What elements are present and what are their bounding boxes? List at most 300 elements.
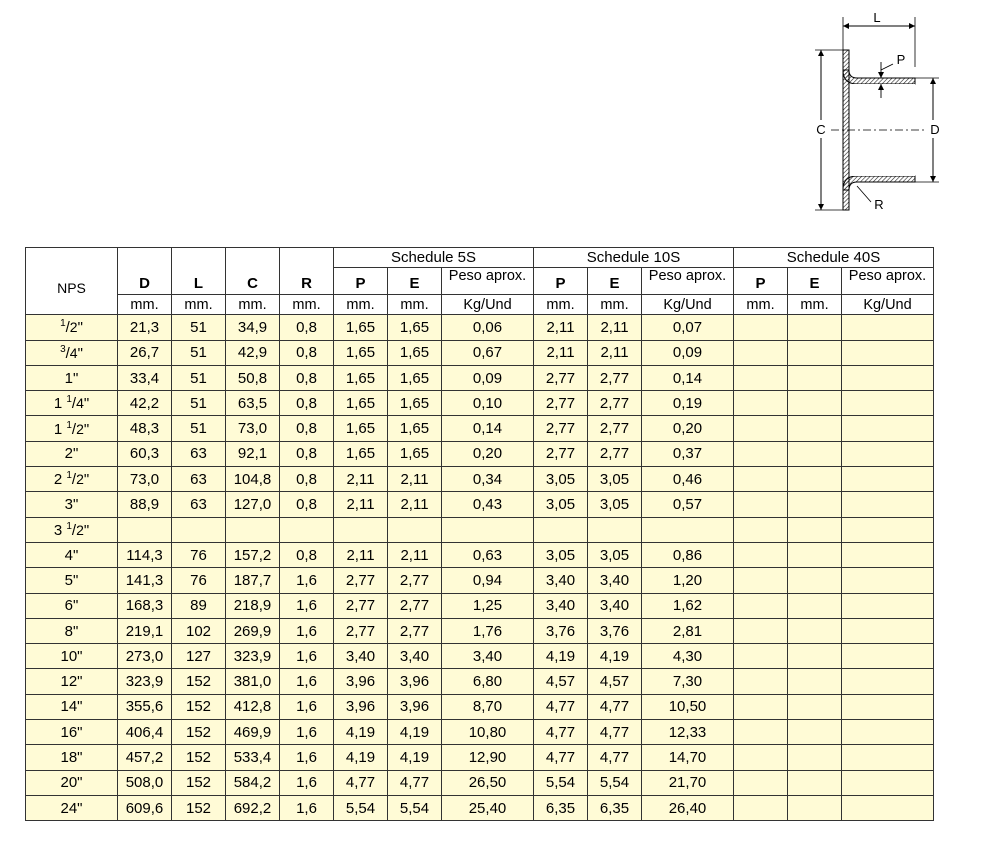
cell-s40-peso [842, 441, 934, 466]
cell-nps: $^1$/2" [26, 315, 118, 340]
header-L: L [172, 248, 226, 295]
unit-40s-peso: Kg/Und [842, 295, 934, 315]
cell-s40-peso [842, 542, 934, 567]
cell-s40-peso [842, 745, 934, 770]
cell-s40-E [788, 644, 842, 669]
header-40s-E: E [788, 268, 842, 295]
cell-s40-peso [842, 770, 934, 795]
cell-s10-peso: 1,20 [642, 568, 734, 593]
cell-D: 60,3 [118, 441, 172, 466]
nps-whole: 8" [64, 622, 79, 640]
cell-L [172, 517, 226, 542]
cell-s10-peso: 7,30 [642, 669, 734, 694]
cell-nps [26, 745, 118, 770]
header-5s-E: E [388, 268, 442, 295]
nps-whole: 2" [64, 445, 79, 463]
unit-40s-P: mm. [734, 295, 788, 315]
cell-nps [26, 593, 118, 618]
unit-D: mm. [118, 295, 172, 315]
cell-R: 0,8 [280, 340, 334, 365]
cell-s40-E [788, 568, 842, 593]
cell-s10-E: 5,54 [588, 770, 642, 795]
cell-s5-P: 4,19 [334, 745, 388, 770]
cell-s10-P: 3,40 [534, 568, 588, 593]
cell-s10-peso: 1,62 [642, 593, 734, 618]
cell-s40-P [734, 542, 788, 567]
cell-s40-E [788, 365, 842, 390]
cell-s10-peso: 10,50 [642, 694, 734, 719]
cell-s10-P: 3,05 [534, 542, 588, 567]
table-row [26, 340, 934, 365]
cell-C: 323,9 [226, 644, 280, 669]
cell-L: 76 [172, 568, 226, 593]
cell-nps: 3 $^1$/2" [26, 517, 118, 542]
cell-s5-E: 2,11 [388, 492, 442, 517]
nps-denominator: 2 [76, 420, 84, 437]
cell-C: 127,0 [226, 492, 280, 517]
cell-s5-P [334, 517, 388, 542]
header-10s-P: P [534, 268, 588, 295]
cell-s5-P: 2,11 [334, 492, 388, 517]
cell-s5-E: 4,19 [388, 745, 442, 770]
cell-s5-peso: 0,63 [442, 542, 534, 567]
cell-D: 168,3 [118, 593, 172, 618]
cell-L: 51 [172, 340, 226, 365]
nps-numerator: 1 [66, 520, 72, 532]
unit-5s-peso: Kg/Und [442, 295, 534, 315]
cell-s40-P [734, 770, 788, 795]
diagram-label-L: L [873, 12, 881, 25]
cell-s10-peso: 21,70 [642, 770, 734, 795]
cell-nps [26, 441, 118, 466]
cell-C: 412,8 [226, 694, 280, 719]
unit-R: mm. [280, 295, 334, 315]
cell-s5-peso: 6,80 [442, 669, 534, 694]
cell-s5-P: 4,77 [334, 770, 388, 795]
cell-s5-P: 1,65 [334, 416, 388, 441]
cell-s10-P: 2,11 [534, 340, 588, 365]
nps-whole: 16" [60, 723, 83, 741]
cell-s10-P: 3,05 [534, 492, 588, 517]
header-C: C [226, 248, 280, 295]
cell-L: 51 [172, 315, 226, 340]
cell-s5-P: 2,77 [334, 593, 388, 618]
cell-s10-E: 3,05 [588, 542, 642, 567]
nps-whole: 1" [64, 369, 79, 387]
stub-end-spec-table [25, 247, 934, 821]
header-40s-peso: Peso aprox. [842, 268, 934, 295]
cell-s5-peso: 0,67 [442, 340, 534, 365]
nps-whole: 20" [60, 774, 83, 792]
cell-s10-peso: 0,07 [642, 315, 734, 340]
nps-whole: 18" [60, 748, 83, 766]
nps-denominator: 2 [76, 521, 84, 538]
cell-s40-peso [842, 644, 934, 669]
cell-s5-E: 1,65 [388, 365, 442, 390]
cell-s40-P [734, 492, 788, 517]
cell-D: 73,0 [118, 467, 172, 492]
cell-L: 63 [172, 492, 226, 517]
cell-s10-E: 4,57 [588, 669, 642, 694]
cell-L: 51 [172, 416, 226, 441]
cell-s10-P: 2,11 [534, 315, 588, 340]
cell-s5-peso: 25,40 [442, 795, 534, 820]
cell-s10-peso: 26,40 [642, 795, 734, 820]
cell-nps [26, 644, 118, 669]
cell-s10-E: 3,05 [588, 492, 642, 517]
cell-s40-E [788, 391, 842, 416]
cell-C: 63,5 [226, 391, 280, 416]
cell-s10-E: 2,77 [588, 391, 642, 416]
cell-C: 157,2 [226, 542, 280, 567]
nps-denominator: 2 [76, 471, 84, 488]
cell-s10-E: 3,40 [588, 568, 642, 593]
cell-R: 1,6 [280, 745, 334, 770]
cell-C: 92,1 [226, 441, 280, 466]
cell-R: 0,8 [280, 492, 334, 517]
cell-s10-E: 4,77 [588, 720, 642, 745]
cell-s5-E: 2,77 [388, 568, 442, 593]
table-row [26, 745, 934, 770]
cell-R: 0,8 [280, 315, 334, 340]
cell-nps [26, 795, 118, 820]
cell-s40-P [734, 694, 788, 719]
cell-s40-P [734, 669, 788, 694]
unit-5s-E: mm. [388, 295, 442, 315]
cell-s5-P: 2,11 [334, 542, 388, 567]
cell-nps [26, 694, 118, 719]
cell-R: 1,6 [280, 644, 334, 669]
cell-s40-peso [842, 568, 934, 593]
cell-L: 152 [172, 669, 226, 694]
cell-s40-E [788, 618, 842, 643]
cell-D: 355,6 [118, 694, 172, 719]
unit-10s-peso: Kg/Und [642, 295, 734, 315]
nps-denominator: 4 [76, 395, 84, 412]
cell-s10-peso: 0,46 [642, 467, 734, 492]
cell-R: 0,8 [280, 441, 334, 466]
cell-s40-P [734, 720, 788, 745]
cell-s10-P: 4,77 [534, 694, 588, 719]
cell-s10-P: 4,19 [534, 644, 588, 669]
cell-s10-E: 2,11 [588, 340, 642, 365]
cell-s10-E: 6,35 [588, 795, 642, 820]
cell-C: 34,9 [226, 315, 280, 340]
cell-s40-peso [842, 593, 934, 618]
nps-whole: 3 [53, 521, 67, 539]
cell-L: 152 [172, 694, 226, 719]
cell-s10-peso: 0,20 [642, 416, 734, 441]
unit-10s-E: mm. [588, 295, 642, 315]
cell-nps: 2 $^1$/2" [26, 467, 118, 492]
cell-L: 63 [172, 467, 226, 492]
cell-R [280, 517, 334, 542]
nps-numerator: 1 [66, 419, 72, 431]
nps-whole: 2 [53, 471, 67, 489]
cell-s40-peso [842, 720, 934, 745]
table-row [26, 694, 934, 719]
cell-s5-peso: 0,20 [442, 441, 534, 466]
cell-s40-P [734, 795, 788, 820]
cell-R: 0,8 [280, 365, 334, 390]
cell-s10-P [534, 517, 588, 542]
diagram-label-D: D [930, 122, 940, 137]
cell-s40-P [734, 745, 788, 770]
header-D: D [118, 248, 172, 295]
cell-s40-peso [842, 315, 934, 340]
header-schedule-40s: Schedule 40S [734, 248, 934, 268]
cell-s10-P: 3,76 [534, 618, 588, 643]
cell-s5-E: 2,11 [388, 467, 442, 492]
cell-s10-peso: 0,57 [642, 492, 734, 517]
cell-s5-peso: 0,43 [442, 492, 534, 517]
cell-s5-E: 3,96 [388, 694, 442, 719]
cell-s40-E [788, 340, 842, 365]
unit-40s-E: mm. [788, 295, 842, 315]
cell-s5-peso: 0,10 [442, 391, 534, 416]
cell-s40-peso [842, 492, 934, 517]
cell-C: 692,2 [226, 795, 280, 820]
nps-whole: 6" [64, 597, 79, 615]
cell-R: 1,6 [280, 568, 334, 593]
cell-s5-peso: 3,40 [442, 644, 534, 669]
cell-R: 0,8 [280, 467, 334, 492]
cell-nps [26, 568, 118, 593]
cell-D: 88,9 [118, 492, 172, 517]
header-R: R [280, 248, 334, 295]
cell-C: 469,9 [226, 720, 280, 745]
nps-whole: 5" [64, 571, 79, 589]
cell-s10-E: 2,77 [588, 365, 642, 390]
nps-numerator: 1 [60, 318, 66, 330]
nps-denominator: 2 [69, 319, 78, 336]
cell-s40-peso [842, 467, 934, 492]
cell-s10-E: 3,05 [588, 467, 642, 492]
unit-10s-P: mm. [534, 295, 588, 315]
cell-s40-P [734, 315, 788, 340]
table-row [26, 720, 934, 745]
cell-s40-P [734, 365, 788, 390]
cell-s5-P: 4,19 [334, 720, 388, 745]
cell-C: 73,0 [226, 416, 280, 441]
cell-s5-E: 4,77 [388, 770, 442, 795]
cell-s40-P [734, 618, 788, 643]
cell-s40-E [788, 694, 842, 719]
cell-C [226, 517, 280, 542]
cell-s5-P: 3,40 [334, 644, 388, 669]
cell-D: 406,4 [118, 720, 172, 745]
unit-L: mm. [172, 295, 226, 315]
cell-R: 1,6 [280, 669, 334, 694]
cell-s40-E [788, 770, 842, 795]
cell-D: 26,7 [118, 340, 172, 365]
table-row [26, 795, 934, 820]
header-schedule-10s: Schedule 10S [534, 248, 734, 268]
cell-s5-peso: 0,06 [442, 315, 534, 340]
cell-C: 187,7 [226, 568, 280, 593]
cell-s10-P: 3,40 [534, 593, 588, 618]
cell-s10-peso: 0,09 [642, 340, 734, 365]
table-row [26, 669, 934, 694]
table-row [26, 441, 934, 466]
cell-C: 584,2 [226, 770, 280, 795]
cell-nps [26, 720, 118, 745]
cell-s10-P: 6,35 [534, 795, 588, 820]
cell-s40-E [788, 593, 842, 618]
cell-s5-E: 1,65 [388, 441, 442, 466]
header-5s-peso: Peso aprox. [442, 268, 534, 295]
cell-s5-peso: 0,94 [442, 568, 534, 593]
cell-s10-peso: 0,86 [642, 542, 734, 567]
cell-s5-E: 2,11 [388, 542, 442, 567]
header-nps: NPS [26, 248, 118, 315]
cell-L: 102 [172, 618, 226, 643]
nps-numerator: 3 [60, 343, 66, 355]
cell-s5-peso: 10,80 [442, 720, 534, 745]
cell-s40-peso [842, 365, 934, 390]
cell-D: 323,9 [118, 669, 172, 694]
cell-C: 218,9 [226, 593, 280, 618]
header-schedule-5s: Schedule 5S [334, 248, 534, 268]
cell-s5-E: 2,77 [388, 593, 442, 618]
cell-s5-P: 2,77 [334, 568, 388, 593]
cell-D: 273,0 [118, 644, 172, 669]
cell-D: 457,2 [118, 745, 172, 770]
cell-s5-E: 4,19 [388, 720, 442, 745]
cell-s5-peso: 0,09 [442, 365, 534, 390]
cell-s10-peso: 0,14 [642, 365, 734, 390]
cell-s40-E [788, 441, 842, 466]
cell-s10-peso: 12,33 [642, 720, 734, 745]
table-row [26, 618, 934, 643]
cell-s10-P: 4,77 [534, 720, 588, 745]
cell-s5-peso: 12,90 [442, 745, 534, 770]
nps-whole: 12" [60, 673, 83, 691]
cell-L: 51 [172, 365, 226, 390]
nps-whole: 1 [53, 395, 67, 413]
cell-s5-P: 1,65 [334, 365, 388, 390]
cell-s5-peso: 0,14 [442, 416, 534, 441]
table-body [26, 315, 934, 821]
cell-s10-P: 5,54 [534, 770, 588, 795]
cell-s5-peso: 0,34 [442, 467, 534, 492]
cell-s40-P [734, 568, 788, 593]
cell-D: 42,2 [118, 391, 172, 416]
cell-s40-P [734, 517, 788, 542]
cell-L: 51 [172, 391, 226, 416]
header-5s-P: P [334, 268, 388, 295]
diagram-label-P: P [896, 52, 906, 67]
cell-s10-E: 4,77 [588, 745, 642, 770]
cell-s10-E: 2,77 [588, 441, 642, 466]
nps-whole: 14" [60, 698, 83, 716]
cell-s5-E [388, 517, 442, 542]
cell-nps: 1 $^1$/4" [26, 391, 118, 416]
cell-R: 1,6 [280, 795, 334, 820]
nps-denominator: 4 [69, 344, 78, 361]
nps-whole: 4" [64, 546, 79, 564]
table-row [26, 467, 934, 492]
cell-s40-P [734, 593, 788, 618]
cell-nps [26, 618, 118, 643]
cell-s40-P [734, 644, 788, 669]
cell-s10-P: 4,57 [534, 669, 588, 694]
cell-nps [26, 365, 118, 390]
cell-L: 152 [172, 795, 226, 820]
cell-s5-peso: 1,25 [442, 593, 534, 618]
cell-s40-E [788, 315, 842, 340]
cell-C: 104,8 [226, 467, 280, 492]
cell-s10-peso: 4,30 [642, 644, 734, 669]
table-row [26, 315, 934, 340]
cell-s5-peso: 8,70 [442, 694, 534, 719]
diagram-label-C: C [816, 122, 826, 137]
cell-C: 42,9 [226, 340, 280, 365]
cell-s5-E: 1,65 [388, 315, 442, 340]
cell-s40-E [788, 669, 842, 694]
cell-s40-peso [842, 694, 934, 719]
table-row [26, 517, 934, 542]
nps-numerator: 1 [66, 470, 72, 482]
cell-D [118, 517, 172, 542]
cell-s40-P [734, 340, 788, 365]
cell-s10-P: 2,77 [534, 391, 588, 416]
table-row [26, 568, 934, 593]
table-row [26, 391, 934, 416]
cell-s40-P [734, 441, 788, 466]
cell-s40-E [788, 467, 842, 492]
cell-s5-E: 3,40 [388, 644, 442, 669]
nps-whole: 10" [60, 647, 83, 665]
header-10s-E: E [588, 268, 642, 295]
cell-s5-P: 2,77 [334, 618, 388, 643]
cell-s10-P: 2,77 [534, 416, 588, 441]
cell-s40-peso [842, 416, 934, 441]
nps-whole: 1 [53, 420, 67, 438]
cell-s40-E [788, 795, 842, 820]
cell-s5-P: 1,65 [334, 340, 388, 365]
cell-s10-E: 2,77 [588, 416, 642, 441]
cell-s10-P: 2,77 [534, 441, 588, 466]
cell-s40-E [788, 720, 842, 745]
cell-s40-peso [842, 795, 934, 820]
cell-s40-P [734, 467, 788, 492]
cell-s5-P: 3,96 [334, 694, 388, 719]
cell-s40-P [734, 391, 788, 416]
cell-s40-E [788, 492, 842, 517]
cell-D: 219,1 [118, 618, 172, 643]
table-row [26, 492, 934, 517]
cell-L: 127 [172, 644, 226, 669]
cell-s10-E: 4,77 [588, 694, 642, 719]
cell-s5-P: 2,11 [334, 467, 388, 492]
cell-nps [26, 770, 118, 795]
cell-R: 0,8 [280, 416, 334, 441]
cell-nps [26, 542, 118, 567]
cell-s40-E [788, 542, 842, 567]
cell-L: 76 [172, 542, 226, 567]
table-row [26, 542, 934, 567]
cell-nps: 1 $^1$/2" [26, 416, 118, 441]
stub-end-diagram [805, 12, 955, 217]
unit-5s-P: mm. [334, 295, 388, 315]
cell-D: 48,3 [118, 416, 172, 441]
cell-s5-E: 1,65 [388, 416, 442, 441]
cell-nps [26, 669, 118, 694]
cell-nps: $^3$/4" [26, 340, 118, 365]
cell-C: 269,9 [226, 618, 280, 643]
cell-s5-E: 1,65 [388, 340, 442, 365]
